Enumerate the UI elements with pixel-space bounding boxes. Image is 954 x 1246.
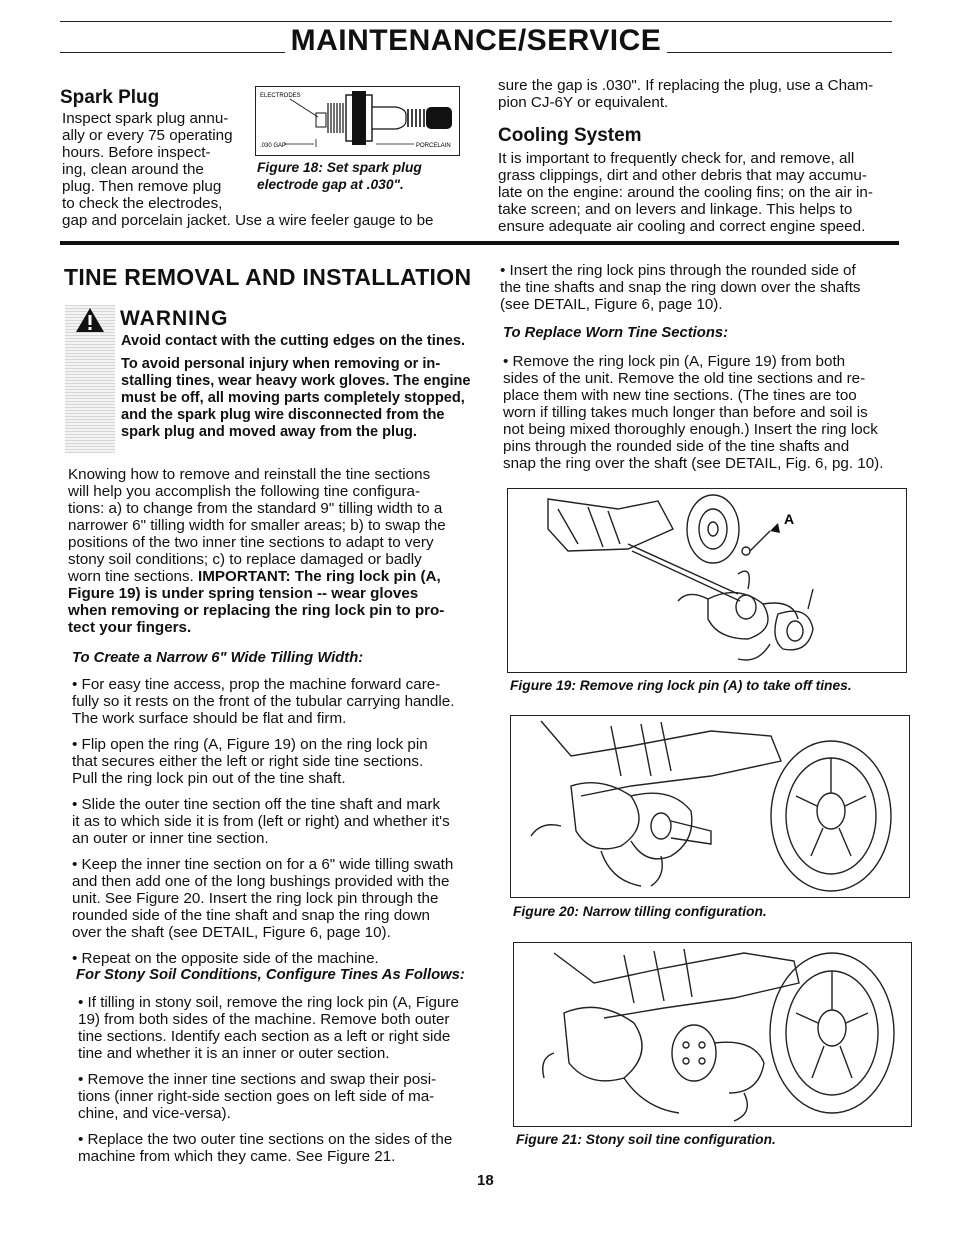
label-gap: .030 GAP xyxy=(260,143,287,149)
stony-soil-steps xyxy=(78,994,488,1174)
figure-21-caption: Figure 21: Stony soil tine configuration. xyxy=(516,1132,776,1147)
pin-label-a: A xyxy=(784,511,795,527)
warning-line-1: Avoid contact with the cutting edges on the tines. xyxy=(121,333,466,349)
list-item: • Flip open the ring (A, Figure 19) on the ring lock pin that secures either the left or right side tine sections. Pull the ring lock pin out of the tine shaft. xyxy=(72,736,428,787)
list-item: • Keep the inner tine section on for a 6" wide tilling swath and then add one of the long bushings provided with the unit. See Figure 20. Insert the ring lock pin through the rounded side of the tine shaft and snap the ring down over the shaft (see DETAIL, Figure 6, page 10). xyxy=(72,856,454,941)
label-electrodes: ELECTRODES xyxy=(260,93,301,99)
list-item: • Remove the inner tine sections and swap their posi- tions (inner right-side section goes on left side of ma- chine, and vice-versa). xyxy=(78,1071,437,1122)
list-item: • If tilling in stony soil, remove the ring lock pin (A, Figure 19) from both sides of the machine. Remove both outer tine sections. Identify each section as a left or right side tine and whether it is an inner or outer section. xyxy=(78,994,459,1062)
tine-intro: Knowing how to remove and reinstall the tine sections will help you accomplish the following tine configura- tions: a) to change from the standard 9" tilling width to a narrower 6" tilling width for smaller areas; b) to swap the positions of the two inner tine sections to adapt to very stony soil conditions; c) to replace damaged or badly worn tine sections. IMPORTANT: The ring lock pin (A, Figure 19) is under spring tension -- wear gloves when removing or replacing the ring lock pin to pro- tect your fingers. xyxy=(68,466,446,636)
figure-18-caption-1: Figure 18: Set spark plug xyxy=(257,160,422,175)
figure-19 xyxy=(507,488,907,673)
cooling-system-heading: Cooling System xyxy=(498,125,642,146)
figure-18-caption-2: electrode gap at .030". xyxy=(257,177,404,192)
warning-triangle-icon xyxy=(75,307,105,333)
header-top-rule xyxy=(60,21,892,22)
figure-18-spark-plug xyxy=(255,86,460,156)
list-item: • Repeat on the opposite side of the machine. xyxy=(72,950,379,967)
spark-plug-illustration xyxy=(256,87,459,155)
figure-20-caption: Figure 20: Narrow tilling configuration. xyxy=(513,904,767,919)
page-title: MAINTENANCE/SERVICE xyxy=(60,24,892,58)
figure-20 xyxy=(510,715,910,898)
list-item: • Slide the outer tine section off the tine shaft and mark it as to which side it is from (left or right) and whether it's an outer or inner tine section. xyxy=(72,796,450,847)
insert-pins-step: • Insert the ring lock pins through the rounded side of the tine shafts and snap the ring down over the shafts (see DETAIL, Figure 6, page 10). xyxy=(500,262,861,313)
label-porcelain: PORCELAIN xyxy=(416,143,451,149)
spark-plug-text-last: gap and porcelain jacket. Use a wire feeler gauge to be xyxy=(62,212,434,229)
page-number: 18 xyxy=(477,1172,494,1189)
important-note: IMPORTANT: The ring lock pin (A, xyxy=(198,568,441,585)
warning-body: To avoid personal injury when removing or in- stalling tines, wear heavy work gloves. The engine must be off, all moving parts completely stopped, and the spark plug wire disconnected from the spark plug and moved away from the plug. xyxy=(121,356,471,440)
spark-plug-text: Inspect spark plug annu- ally or every 75 operating hours. Before inspect- ing, clean around the plug. Then remove plug to check the electrodes, xyxy=(62,110,233,212)
section-divider xyxy=(60,241,899,245)
figure-20-illustration xyxy=(511,716,909,897)
replace-tines-step: • Remove the ring lock pin (A, Figure 19) from both sides of the unit. Remove the old tine sections and re- place them with new tine sections. (The tines are too worn if tilling takes much longer than before and soil is not being mixed thoroughly enough.) Insert the ring lock pins through the rounded side of the tine shafts and snap the ring over the shaft (see DETAIL, Fig. 6, pg. 10). xyxy=(503,353,884,472)
figure-21 xyxy=(513,942,912,1127)
list-item: • Replace the two outer tine sections on the sides of the machine from which they came. See Figure 21. xyxy=(78,1131,453,1165)
stony-soil-heading: For Stony Soil Conditions, Configure Tines As Follows: xyxy=(76,967,465,983)
replace-tines-heading: To Replace Worn Tine Sections: xyxy=(503,325,729,341)
spark-plug-heading: Spark Plug xyxy=(60,87,160,108)
arrow-icon xyxy=(770,523,780,533)
narrow-width-heading: To Create a Narrow 6" Wide Tilling Width: xyxy=(72,650,364,666)
cooling-system-text: It is important to frequently check for, and remove, all grass clippings, dirt and other debris that may accumu- late on the engine: around the cooling fins; on the air in- take screen; and on levers and linkage. This helps to ensure adequate air cooling and correct engine speed. xyxy=(498,150,873,235)
tine-section-heading: TINE REMOVAL AND INSTALLATION xyxy=(64,264,472,290)
warning-title: WARNING xyxy=(120,307,229,330)
figure-19-illustration xyxy=(508,489,906,672)
figure-19-caption: Figure 19: Remove ring lock pin (A) to take off tines. xyxy=(510,678,852,693)
list-item: • For easy tine access, prop the machine forward care- fully so it rests on the front of the tubular carrying handle. The work surface should be flat and firm. xyxy=(72,676,455,727)
spark-plug-continued: sure the gap is .030". If replacing the plug, use a Cham- pion CJ-6Y or equivalent. xyxy=(498,77,874,111)
figure-21-illustration xyxy=(514,943,911,1126)
narrow-width-steps xyxy=(72,676,482,976)
